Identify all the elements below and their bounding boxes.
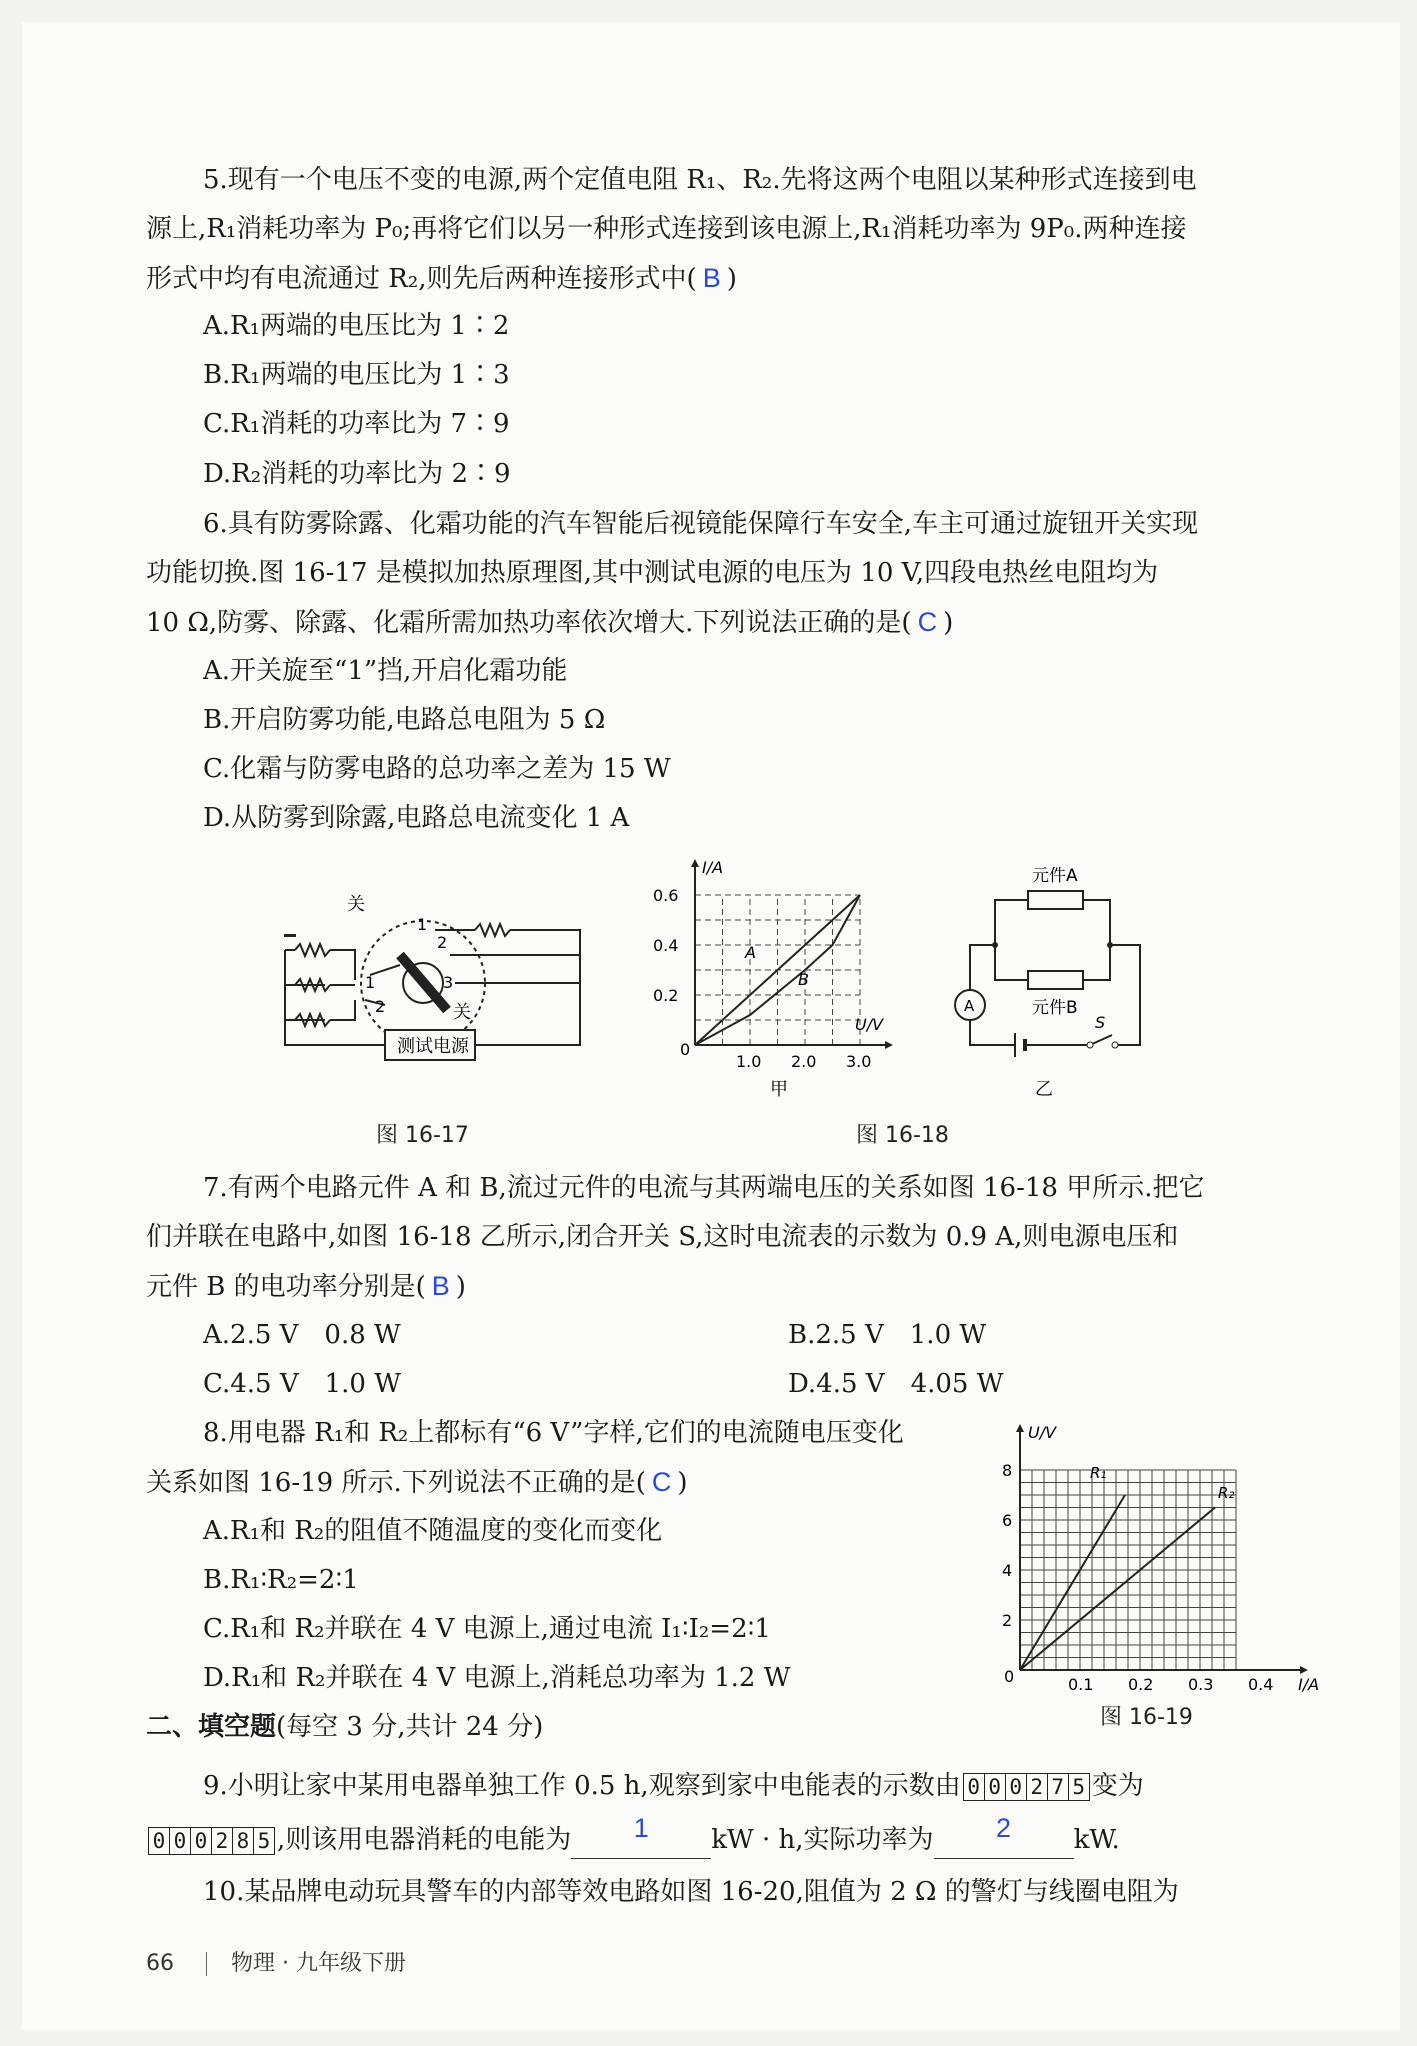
series-r2-line: [1020, 1508, 1215, 1671]
origin-label: 0: [680, 1040, 691, 1059]
q5-line3: 形式中均有电流通过 R₂,则先后两种连接形式中( B ): [146, 263, 737, 294]
origin-label: 0: [1004, 1667, 1015, 1686]
page-footer: [146, 1946, 406, 1977]
q5-option-b: B.R₁两端的电压比为 1∶3: [203, 360, 510, 390]
q6-option-c: C.化霜与防雾电路的总功率之差为 15 W: [203, 754, 671, 784]
label-off-top: 关: [347, 894, 365, 915]
q8-option-a: A.R₁和 R₂的阻值不随温度的变化而变化: [203, 1516, 663, 1546]
label-curve-b: B: [798, 970, 809, 989]
caption-16-19: 图 16-19: [1100, 1705, 1193, 1730]
q7-line2: 们并联在电路中,如图 16-18 乙所示,闭合开关 S,这时电流表的示数为 0.9 A,则电源电压和: [146, 1222, 1179, 1252]
q6-option-d: D.从防雾到除露,电路总电流变化 1 A: [203, 803, 630, 833]
q6-option-b: B.开启防雾功能,电路总电阻为 5 Ω: [203, 705, 606, 735]
svg-text:3: 3: [443, 973, 454, 992]
label-curve-a: A: [745, 943, 756, 962]
y-tick-label: 8: [1002, 1461, 1013, 1480]
svg-text:1: 1: [365, 973, 376, 992]
q10-line1: 10.某品牌电动玩具警车的内部等效电路如图 16-20,阻值为 2 Ω 的警灯与线圈电阻为: [203, 1877, 1179, 1907]
q5-answer: B: [702, 263, 721, 293]
x-tick-label: 0.2: [1128, 1675, 1154, 1694]
y-tick-label: 0.6: [653, 886, 679, 905]
q8-line1: 8.用电器 R₁和 R₂上都标有“6 V”字样,它们的电流随电压变化: [203, 1418, 904, 1448]
meter-reading-before: 0 0 0 2 7 5: [963, 1773, 1090, 1801]
svg-text:1: 1: [417, 915, 428, 934]
x-tick-label: 1.0: [736, 1052, 762, 1071]
caption-16-18: 图 16-18: [856, 1123, 949, 1148]
svg-text:2: 2: [437, 933, 448, 952]
q9-line1: 9.小明让家中某用电器单独工作 0.5 h,观察到家中电能表的示数由 0 0 0 2 7 5 变为: [203, 1771, 1144, 1801]
q6-answer: C: [917, 607, 938, 637]
y-tick-label: 0.4: [653, 936, 679, 955]
book-title: 物理 · 九年级下册: [231, 1951, 406, 1976]
page-number: 66: [146, 1951, 174, 1976]
label-test-power: 测试电源: [397, 1036, 469, 1057]
y-label: I/A: [702, 858, 724, 877]
q5-line1: 5.现有一个电压不变的电源,两个定值电阻 R₁、R₂.先将这两个电阻以某种形式连接到电: [203, 165, 1197, 195]
q6-line1: 6.具有防雾除露、化霜功能的汽车智能后视镜能保障行车安全,车主可通过旋钮开关实现: [203, 509, 1199, 539]
label-component-b: 元件B: [1032, 998, 1078, 1018]
y-tick-label: 4: [1002, 1561, 1013, 1580]
q7-line3: 元件 B 的电功率分别是( B ): [146, 1271, 466, 1302]
label-component-a: 元件A: [1032, 866, 1078, 886]
label-r1: R₁: [1090, 1464, 1107, 1482]
x-tick-label: 2.0: [791, 1052, 817, 1071]
x-label: U/V: [855, 1015, 884, 1034]
q8-answer: C: [651, 1467, 672, 1497]
svg-text:2: 2: [375, 997, 386, 1016]
q6-option-a: A.开关旋至“1”挡,开启化霜功能: [203, 656, 568, 686]
x-tick-label: 0.1: [1068, 1675, 1094, 1694]
x-tick-label: 3.0: [846, 1052, 872, 1071]
figure-16-18b-circuit: [940, 855, 1170, 1105]
label-yi: 乙: [1035, 1079, 1053, 1100]
q5-line2: 源上,R₁消耗功率为 P₀;再将它们以另一种形式连接到该电源上,R₁消耗功率为 9P₀.两种连接: [146, 214, 1187, 244]
q7-option-d: D.4.5 V 4.05 W: [788, 1369, 1004, 1399]
y-tick-label: 2: [1002, 1611, 1013, 1630]
chart-16-19: [990, 1420, 1330, 1700]
figure-16-17-circuit: [275, 890, 595, 1070]
label-off-bottom: 关: [453, 1002, 471, 1023]
q8-option-c: C.R₁和 R₂并联在 4 V 电源上,通过电流 I₁∶I₂=2∶1: [203, 1614, 771, 1644]
q7-line1: 7.有两个电路元件 A 和 B,流过元件的电流与其两端电压的关系如图 16-18 甲所示.把它: [203, 1173, 1205, 1203]
q9-blank-energy: 1: [571, 1822, 711, 1859]
q7-option-c: C.4.5 V 1.0 W: [203, 1369, 401, 1399]
x-tick-label: 0.3: [1188, 1675, 1214, 1694]
y-tick-label: 6: [1002, 1511, 1013, 1530]
y-label: U/V: [1028, 1423, 1057, 1442]
q5-stem-end: 形式中均有电流通过 R₂,则先后两种连接形式中(: [146, 264, 697, 294]
q8-option-b: B.R₁∶R₂=2∶1: [203, 1565, 359, 1595]
meter-reading-after: 0 0 0 2 8 5: [148, 1827, 275, 1855]
q9-line2: 0 0 0 2 8 5 ,则该用电器消耗的电能为 1 kW · h,实际功率为 2 kW.: [146, 1822, 1120, 1859]
label-r2: R₂: [1218, 1484, 1235, 1502]
q8-line2: 关系如图 16-19 所示.下列说法不正确的是( C ): [146, 1467, 688, 1498]
x-label: I/A: [1298, 1675, 1320, 1694]
q7-answer: B: [431, 1271, 450, 1301]
q7-option-b: B.2.5 V 1.0 W: [788, 1320, 987, 1350]
ammeter-label: A: [964, 997, 975, 1015]
q7-option-a: A.2.5 V 0.8 W: [203, 1320, 401, 1350]
chart-16-18a: [640, 855, 900, 1105]
q9-blank-power: 2: [934, 1822, 1074, 1859]
q8-option-d: D.R₁和 R₂并联在 4 V 电源上,消耗总功率为 1.2 W: [203, 1663, 791, 1693]
q5-option-d: D.R₂消耗的功率比为 2∶9: [203, 459, 511, 489]
q5-option-a: A.R₁两端的电压比为 1∶2: [203, 311, 510, 341]
switch-label: S: [1095, 1013, 1106, 1032]
x-tick-label: 0.4: [1248, 1675, 1274, 1694]
y-tick-label: 0.2: [653, 986, 679, 1005]
q6-line2: 功能切换.图 16-17 是模拟加热原理图,其中测试电源的电压为 10 V,四段电热丝电阻均为: [146, 558, 1159, 588]
caption-16-17: 图 16-17: [376, 1123, 469, 1148]
section-heading: 二、填空题(每空 3 分,共计 24 分): [146, 1712, 544, 1742]
q6-line3: 10 Ω,防雾、除露、化霜所需加热功率依次增大.下列说法正确的是( C ): [146, 607, 954, 638]
q5-option-c: C.R₁消耗的功率比为 7∶9: [203, 409, 510, 439]
label-jia: 甲: [770, 1079, 788, 1100]
